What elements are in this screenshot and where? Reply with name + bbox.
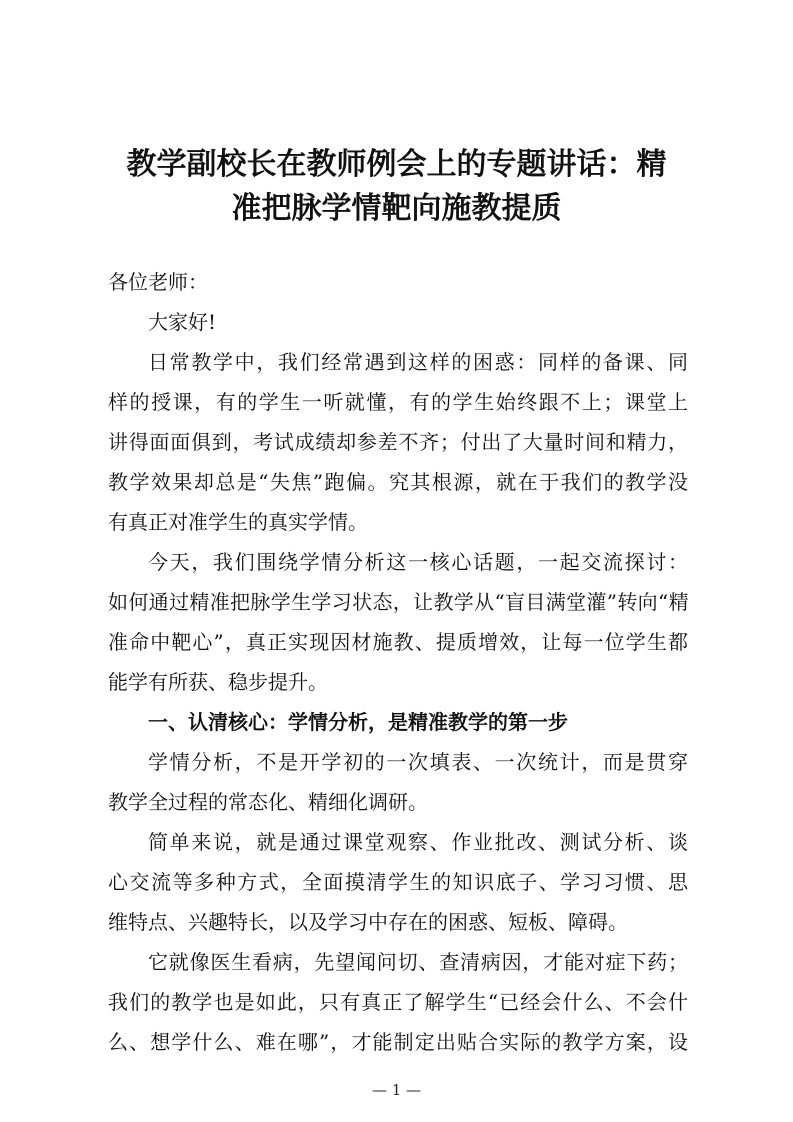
paragraph-3-line: 学情分析，不是开学初的一次填表、一次统计，而是贯穿 <box>148 750 688 774</box>
paragraph-2-line: 能学有所获、稳步提升。 <box>108 670 328 694</box>
page-number: — 1 — <box>371 1081 422 1099</box>
paragraph-2-line: 如何通过精准把脉学生学习状态，让教学从“盲目满堂灌”转向“精 <box>108 590 688 614</box>
paragraph-1-line: 教学效果却总是“失焦”跑偏。究其根源，就在于我们的教学没 <box>108 470 688 494</box>
paragraph-5-line: 它就像医生看病，先望闻问切、查清病因，才能对症下药； <box>148 950 688 974</box>
paragraph-4-line: 维特点、兴趣特长，以及学习中存在的困惑、短板、障碍。 <box>108 910 628 934</box>
greeting: 大家好! <box>148 310 217 334</box>
paragraph-4-line: 心交流等多种方式，全面摸清学生的知识底子、学习习惯、思 <box>108 870 688 894</box>
paragraph-3-line: 教学全过程的常态化、精细化调研。 <box>108 790 428 814</box>
paragraph-5-line: 我们的教学也是如此，只有真正了解学生“已经会什么、不会什 <box>108 990 688 1014</box>
paragraph-2-line: 今天，我们围绕学情分析这一核心话题，一起交流探讨： <box>148 550 688 574</box>
document-title-line-1: 教学副校长在教师例会上的专题讲话：精 <box>126 147 667 182</box>
paragraph-1-line: 样的授课，有的学生一听就懂，有的学生始终跟不上；课堂上 <box>108 390 688 414</box>
salutation: 各位老师： <box>108 270 208 294</box>
paragraph-1-line: 有真正对准学生的真实学情。 <box>108 510 368 534</box>
section-heading-1: 一、认清核心：学情分析，是精准教学的第一步 <box>148 710 568 734</box>
paragraph-5-line: 么、想学什么、难在哪”，才能制定出贴合实际的教学方案，设 <box>108 1030 688 1054</box>
paragraph-1-line: 日常教学中，我们经常遇到这样的困惑：同样的备课、同 <box>148 350 688 374</box>
document-title-line-2: 准把脉学情靶向施教提质 <box>231 191 562 226</box>
paragraph-1-line: 讲得面面俱到，考试成绩却参差不齐；付出了大量时间和精力， <box>108 430 688 454</box>
paragraph-4-line: 简单来说，就是通过课堂观察、作业批改、测试分析、谈 <box>148 830 688 854</box>
paragraph-2-line: 准命中靶心”，真正实现因材施教、提质增效，让每一位学生都 <box>108 630 688 654</box>
